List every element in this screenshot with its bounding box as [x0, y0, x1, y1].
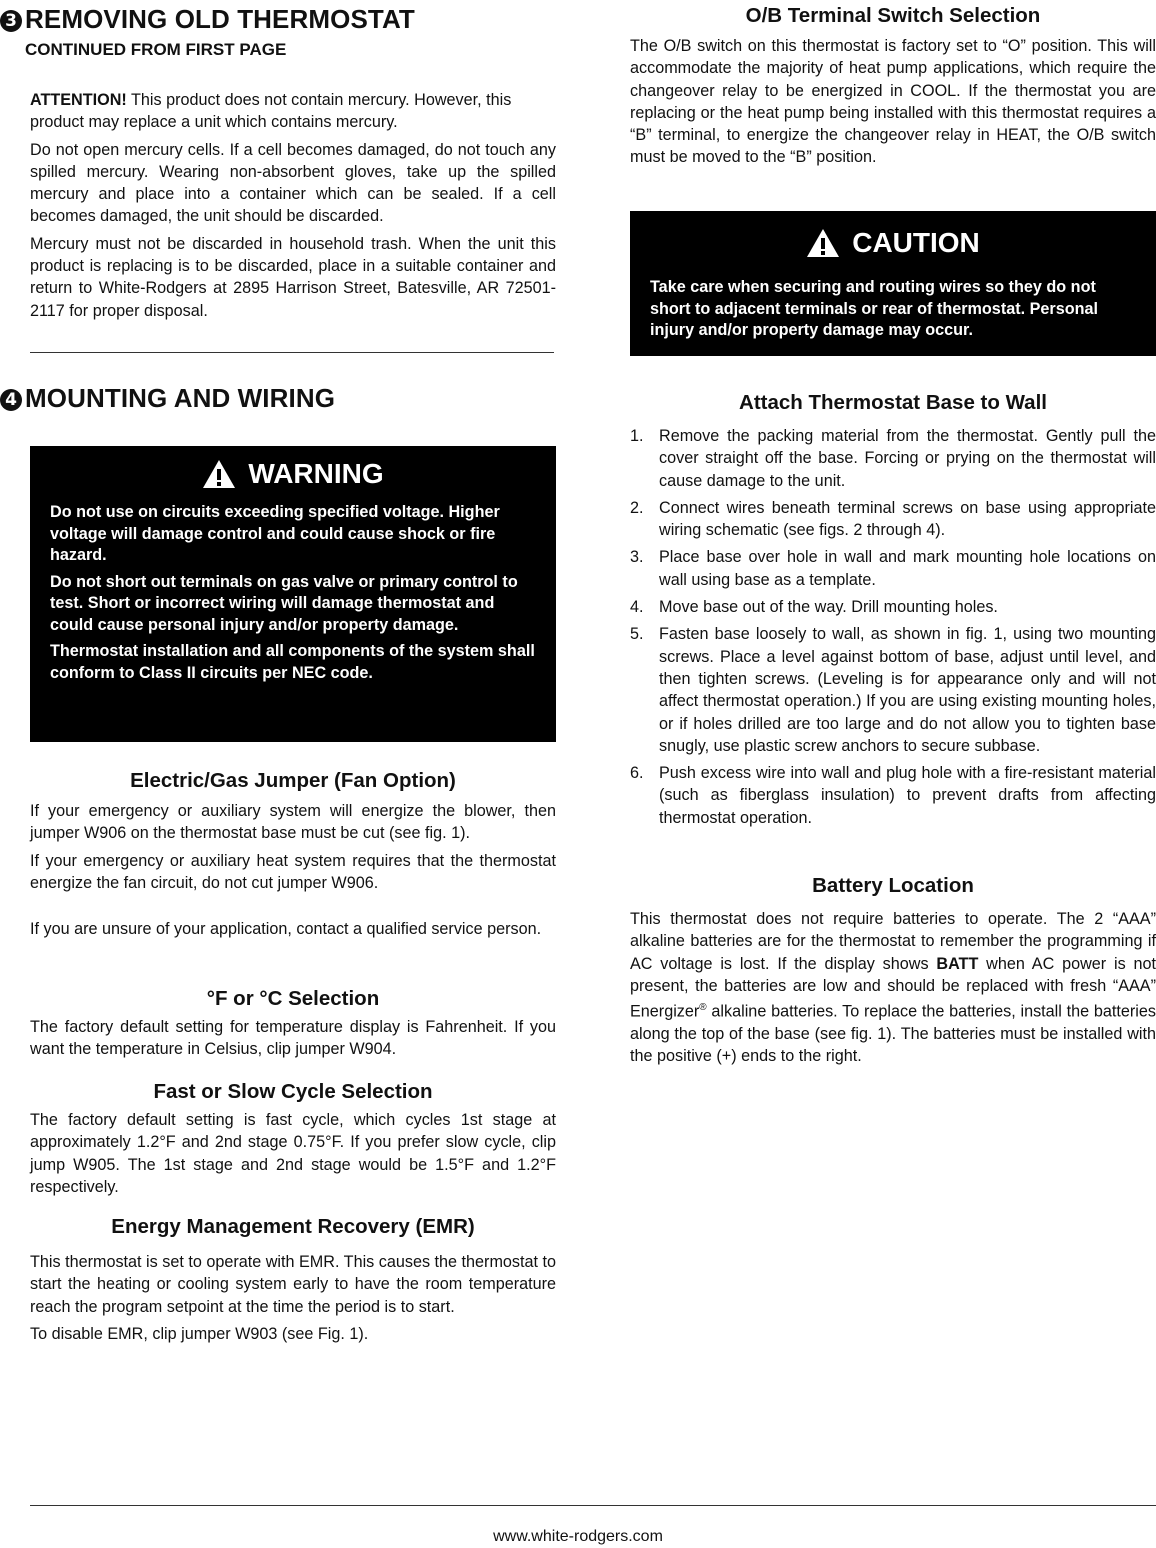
- warning-header: [50, 454, 536, 494]
- section-divider: [30, 352, 554, 353]
- section-title: REMOVING OLD THERMOSTAT: [25, 4, 415, 34]
- caution-text: Take care when securing and routing wires so they do not short to adjacent terminals or rear of thermostat. Personal injury and/or property damage may occur.: [650, 278, 1098, 339]
- warning-triangle-icon: [202, 459, 236, 489]
- list-item: 3. Place base over hole in wall and mark mounting hole locations on wall using base as a template.: [630, 548, 1156, 589]
- attach-base-heading: Attach Thermostat Base to Wall: [739, 391, 1047, 414]
- registered-mark: ®: [699, 1002, 707, 1014]
- caution-triangle-icon: [806, 228, 840, 258]
- list-item: 6. Push excess wire into wall and plug hole with a fire-resistant material (such as fiberglass insulation) to prevent drafts from affecting thermostat operation.: [630, 764, 1156, 827]
- cycle-text: The factory default setting is fast cycle, which cycles 1st stage at approximately 1.2°F and 2nd stage 0.75°F. If you prefer slow cycle, clip jump W905. The 1st stage and 2nd stage would be 1.5°F and 1.2°F respectively.: [30, 1111, 556, 1196]
- jumper-text-3: If you are unsure of your application, contact a qualified service person.: [30, 920, 542, 939]
- attach-steps-list: [630, 425, 1156, 829]
- jumper-text-2: If your emergency or auxiliary heat system requires that the thermostat energize the fan circuit, do not cut jumper W906.: [30, 851, 556, 892]
- temperature-unit-text: The factory default setting for temperature display is Fahrenheit. If you want the temperature in Celsius, clip jumper W904.: [30, 1018, 556, 1059]
- warning-text-1: Do not use on circuits exceeding specified voltage. Higher voltage will damage control and could cause shock or fire hazard.: [50, 503, 500, 564]
- attention-paragraph: [30, 89, 556, 134]
- battery-section: [630, 874, 1156, 1067]
- temperature-unit-section: [30, 987, 556, 1061]
- attention-text: This product does not contain mercury. However, this product may replace a unit which contains mercury.: [30, 91, 512, 132]
- caution-header: [650, 223, 1136, 263]
- mercury-disposal-paragraph: Mercury must not be discarded in household trash. When the unit this product is replacing is to be discarded, place in a suitable container and return to White-Rodgers at 2895 Harrison Street, Batesville, AR 72501-2117 for proper disposal.: [30, 234, 556, 320]
- ob-switch-text: The O/B switch on this thermostat is factory set to “O” position. This will accommodate the majority of heat pump applications, which require the changeover relay to be energized in COOL. If the thermostat you are replacing or the heat pump being installed with this thermostat requires a “B” terminal, to energize the changeover relay in HEAT, the O/B switch must be moved to the “B” position.: [630, 37, 1156, 167]
- cycle-heading: Fast or Slow Cycle Selection: [153, 1080, 433, 1103]
- emr-heading: Energy Management Recovery (EMR): [111, 1215, 475, 1238]
- list-item: 5. Fasten base loosely to wall, as shown in fig. 1, using two mounting screws. Place a level against bottom of base, adjust until level, and then tighten screws. (Leveling is for appearance only and will not affect thermostat operation.) If you are using existing mounting holes, or if holes drilled are too large and do not allow you to tighten base snugly, use plastic screw anchors to secure subbase.: [630, 625, 1156, 755]
- batt-indicator-text: BATT: [936, 954, 979, 973]
- jumper-text-1: If your emergency or auxiliary system will energize the blower, then jumper W906 on the thermostat base must be cut (see fig. 1).: [30, 802, 556, 843]
- ob-switch-section: [630, 4, 1156, 169]
- section-number-badge: 4: [0, 389, 22, 411]
- footer-url[interactable]: www.white-rodgers.com: [493, 1528, 663, 1545]
- list-item: 2. Connect wires beneath terminal screws on base using appropriate wiring schematic (see figs. 2 through 4).: [630, 498, 1156, 540]
- battery-heading: Battery Location: [812, 874, 974, 897]
- section-title: MOUNTING AND WIRING: [25, 383, 336, 413]
- caution-box: [630, 211, 1156, 356]
- footer-divider: [30, 1505, 1156, 1506]
- list-item: 4. Move base out of the way. Drill mounting holes.: [630, 598, 998, 617]
- section-3-header: [0, 4, 415, 61]
- emr-section: [30, 1215, 556, 1345]
- temperature-unit-heading: °F or °C Selection: [206, 987, 380, 1010]
- cycle-section: [30, 1080, 556, 1198]
- attention-label: ATTENTION!: [30, 91, 127, 109]
- warning-text-3: Thermostat installation and all components of the system shall conform to Class II circuits per NEC code.: [50, 642, 535, 682]
- battery-text: This thermostat does not require batteries to operate. The 2 “AAA” alkaline batteries are for the thermostat to remember the programming if AC voltage is lost. If the display shows BATT when AC power is not present, the batteries are low and should be replaced with fresh “AAA” Energizer® alkaline batteries. To replace the batteries, install the batteries along the top of the base (see fig. 1). The batteries must be installed with the positive (+) ends to the right.: [630, 910, 1156, 1066]
- section-4-header: [0, 383, 335, 413]
- jumper-heading: Electric/Gas Jumper (Fan Option): [130, 769, 456, 792]
- caution-title: CAUTION: [852, 227, 980, 258]
- section-3-body: [30, 89, 556, 322]
- warning-text-2: Do not short out terminals on gas valve or primary control to test. Short or incorrect wiring will damage thermostat and could cause personal injury and/or property damage.: [50, 572, 518, 634]
- section-subtitle: CONTINUED FROM FIRST PAGE: [25, 40, 287, 59]
- jumper-section: [30, 769, 556, 940]
- warning-box: [30, 446, 556, 742]
- emr-text-1: This thermostat is set to operate with EMR. This causes the thermostat to start the heating or cooling system early to have the room temperature reach the program setpoint at the time the period is to start.: [30, 1253, 557, 1316]
- section-number-badge: 3: [0, 10, 22, 32]
- ob-switch-heading: O/B Terminal Switch Selection: [745, 4, 1041, 27]
- mercury-handling-paragraph: Do not open mercury cells. If a cell becomes damaged, do not touch any spilled mercury. Wearing non-absorbent gloves, take up the spilled mercury and place into a container which can be sealed. If a cell becomes damaged, the unit should be discarded.: [30, 140, 556, 226]
- list-item: 1. Remove the packing material from the thermostat. Gently pull the cover straight off the base. Forcing or prying on the thermostat will cause damage to the unit.: [630, 427, 1156, 490]
- emr-text-2: To disable EMR, clip jumper W903 (see Fig. 1).: [30, 1324, 369, 1343]
- attach-base-section: [630, 391, 1156, 829]
- warning-title: WARNING: [248, 458, 384, 489]
